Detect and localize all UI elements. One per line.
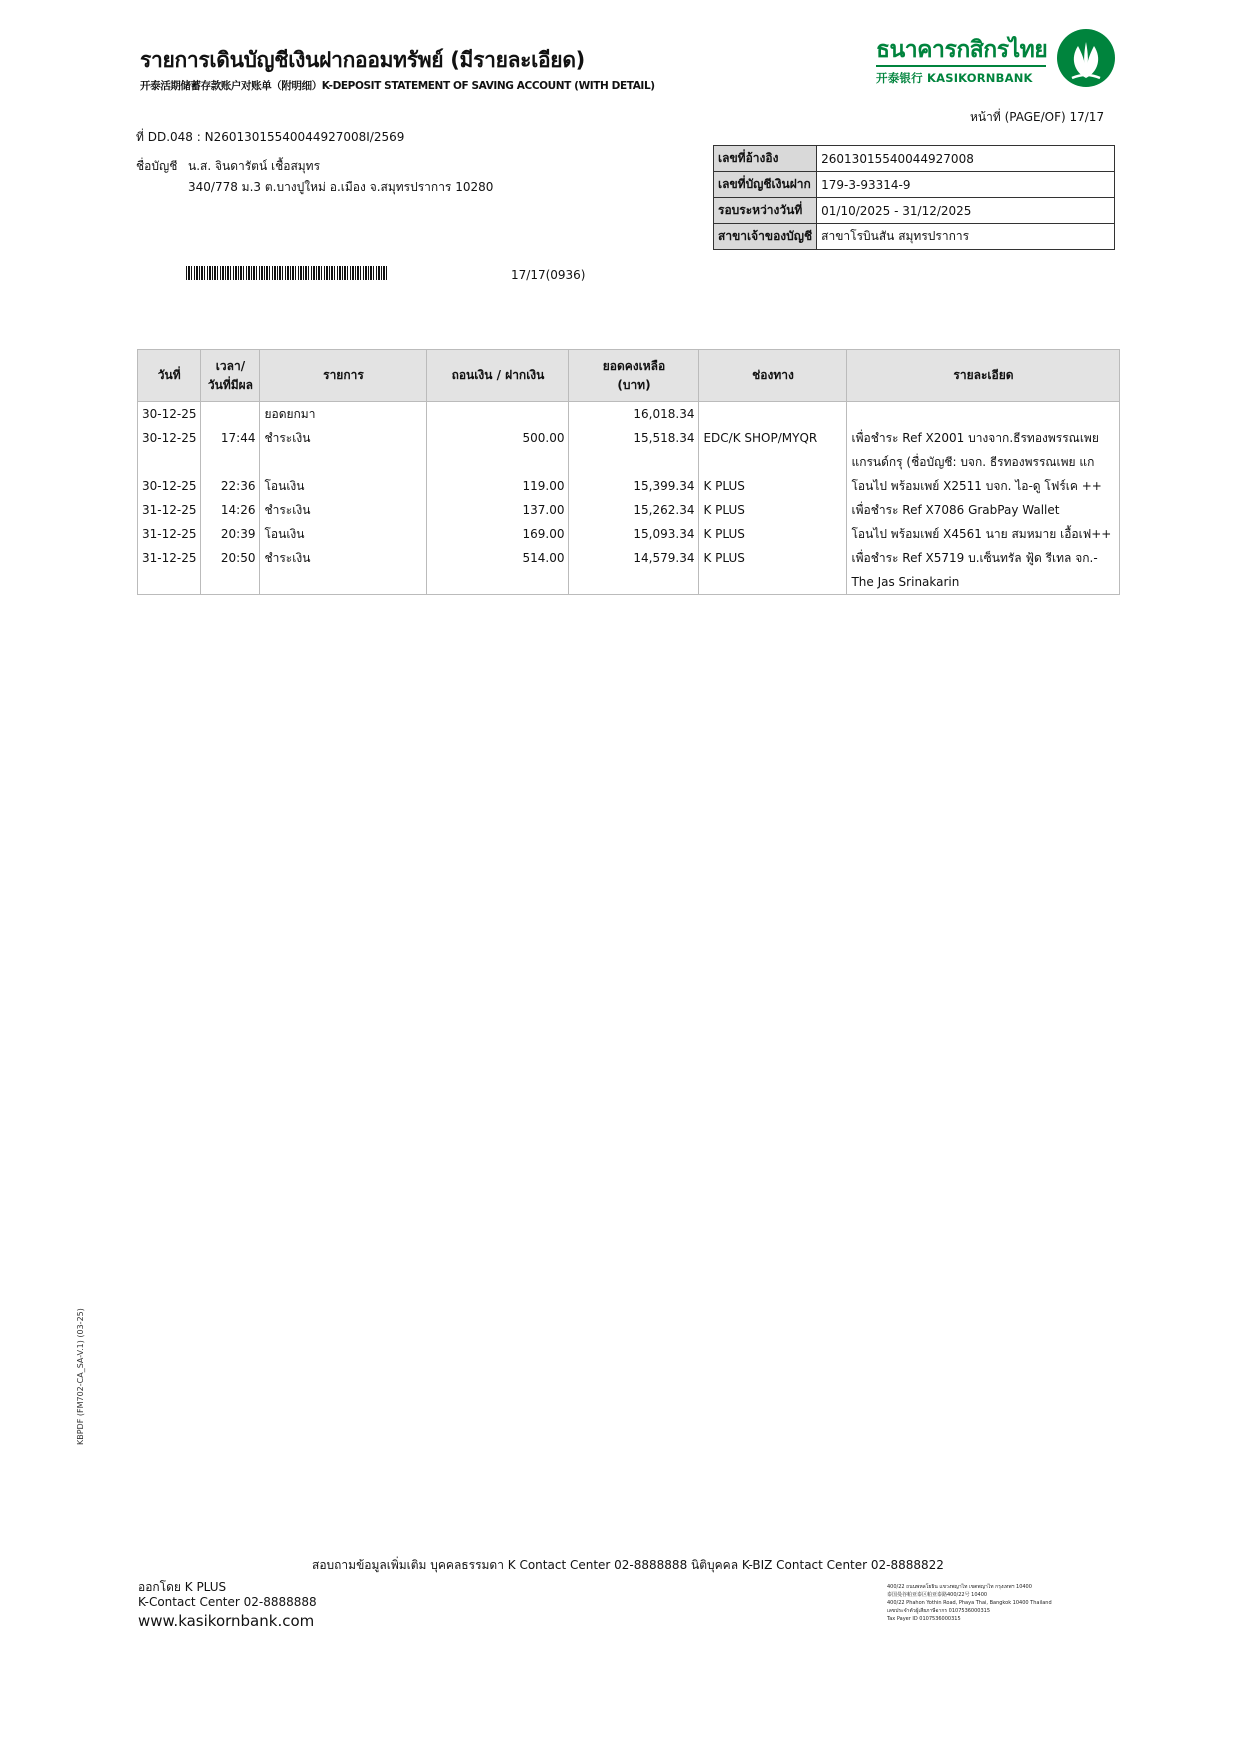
info-label: เลขที่บัญชีเงินฝาก xyxy=(714,172,817,198)
table-row xyxy=(138,450,1120,474)
fine-line: 400/22 Phahon Yothin Road, Phaya Thai, Bangkok 10400 Thailand xyxy=(887,1600,1052,1606)
cell-amount: 119.00 xyxy=(427,474,569,498)
cell-time: 20:39 xyxy=(201,522,260,546)
cell-description: ชำระเงิน xyxy=(260,546,427,570)
cell-amount xyxy=(427,570,569,595)
cell-date xyxy=(138,450,201,474)
cell-time: 14:26 xyxy=(201,498,260,522)
info-value: 01/10/2025 - 31/12/2025 xyxy=(817,198,1115,224)
info-row xyxy=(714,146,1115,172)
cell-description: โอนเงิน xyxy=(260,474,427,498)
header-balance-line1: ยอดคงเหลือ xyxy=(602,358,666,373)
cell-details: เพื่อชำระ Ref X5719 บ.เซ็นทรัล ฟู้ด รีเทล จก.- xyxy=(847,546,1120,570)
account-holder-name: น.ส. จินดารัตน์ เชื้อสมุทร xyxy=(188,159,321,173)
barcode xyxy=(186,266,388,280)
cell-channel: K PLUS xyxy=(699,522,847,546)
cell-details: The Jas Srinakarin xyxy=(847,570,1120,595)
info-row xyxy=(714,172,1115,198)
cell-date xyxy=(138,570,201,595)
cell-date: 31-12-25 xyxy=(138,546,201,570)
cell-balance: 15,262.34 xyxy=(569,498,699,522)
bank-name-th: ธนาคารกสิกรไทย xyxy=(876,37,1048,63)
logo-underline xyxy=(876,65,1046,67)
table-row xyxy=(138,522,1120,546)
table-row xyxy=(138,498,1120,522)
cell-balance: 16,018.34 xyxy=(569,402,699,427)
cell-amount xyxy=(427,402,569,427)
cell-time xyxy=(201,570,260,595)
table-row xyxy=(138,474,1120,498)
contact-info: สอบถามข้อมูลเพิ่มเติม บุคคลธรรมดา K Contact Center 02-8888888 นิติบุคคล K-BIZ Contact Center 02-8888822 xyxy=(312,1558,944,1572)
cell-channel xyxy=(699,570,847,595)
table-row xyxy=(138,570,1120,595)
k-contact-center: K-Contact Center 02-8888888 xyxy=(138,1595,317,1609)
cell-balance: 15,399.34 xyxy=(569,474,699,498)
account-address: 340/778 ม.3 ต.บางปูใหม่ อ.เมือง จ.สมุทรปราการ 10280 xyxy=(188,180,494,194)
cell-details xyxy=(847,402,1120,427)
info-value: 179-3-93314-9 xyxy=(817,172,1115,198)
fine-line: 400/22 ถนนพหลโยธิน แขวงพญาไท เขตพญาไท กรุงเทพฯ 10400 xyxy=(887,1584,1032,1590)
cell-description xyxy=(260,450,427,474)
cell-time: 20:50 xyxy=(201,546,260,570)
header-channel: ช่องทาง xyxy=(699,350,847,402)
cell-amount: 169.00 xyxy=(427,522,569,546)
cell-description: ยอดยกมา xyxy=(260,402,427,427)
cell-channel: K PLUS xyxy=(699,546,847,570)
cell-description: ชำระเงิน xyxy=(260,498,427,522)
cell-balance: 15,093.34 xyxy=(569,522,699,546)
cell-amount: 500.00 xyxy=(427,426,569,450)
header-balance-line2: (บาท) xyxy=(617,377,651,392)
header-time xyxy=(201,350,260,402)
info-label: สาขาเจ้าของบัญชี xyxy=(714,224,817,250)
cell-balance: 15,518.34 xyxy=(569,426,699,450)
page-number: หน้าที่ (PAGE/OF) 17/17 xyxy=(970,110,1105,124)
fine-line: เลขประจำตัวผู้เสียภาษีอากร 0107536000315 xyxy=(887,1608,991,1614)
cell-details: โอนไป พร้อมเพย์ X2511 บจก. ไอ-ดู โฟร์เค ++ xyxy=(847,474,1120,498)
table-row xyxy=(138,426,1120,450)
account-info-table xyxy=(713,145,1115,250)
info-row xyxy=(714,198,1115,224)
cell-balance xyxy=(569,450,699,474)
cell-amount: 137.00 xyxy=(427,498,569,522)
transaction-table xyxy=(137,349,1120,595)
cell-details: แกรนด์กรุ (ชื่อบัญชี: บจก. ธีรทองพรรณเพย แก xyxy=(847,450,1120,474)
table-header-row xyxy=(138,350,1120,402)
info-label: เลขที่อ้างอิง xyxy=(714,146,817,172)
cell-description: ชำระเงิน xyxy=(260,426,427,450)
cell-amount xyxy=(427,450,569,474)
bank-name-en: 开泰银行 KASIKORNBANK xyxy=(876,71,1033,85)
header-time-line1: เวลา/ xyxy=(215,358,246,373)
cell-balance xyxy=(569,570,699,595)
info-row xyxy=(714,224,1115,250)
issued-by-text: ออกโดย K PLUS xyxy=(138,1580,227,1594)
table-row xyxy=(138,546,1120,570)
header-time-line2: วันที่มีผล xyxy=(207,377,254,392)
cell-details: เพื่อชำระ Ref X2001 บางจาก.ธีรทองพรรณเพย xyxy=(847,426,1120,450)
cell-description xyxy=(260,570,427,595)
account-name-label: ชื่อบัญชี xyxy=(136,159,178,173)
cell-channel: EDC/K SHOP/MYQR xyxy=(699,426,847,450)
cell-date: 30-12-25 xyxy=(138,426,201,450)
bank-logo xyxy=(876,28,1116,94)
header-details: รายละเอียด xyxy=(847,350,1120,402)
cell-channel xyxy=(699,402,847,427)
info-label: รอบระหว่างวันที่ xyxy=(714,198,817,224)
form-code: KBPDF (FM702-CA_SA-V.1) (03-25) xyxy=(76,1308,85,1445)
header-amount: ถอนเงิน / ฝากเงิน xyxy=(427,350,569,402)
statement-title-en: 开泰活期储蓄存款账户对账单（附明细）K-DEPOSIT STATEMENT OF SAVING ACCOUNT (WITH DETAIL) xyxy=(140,80,655,92)
statement-title-th: รายการเดินบัญชีเงินฝากออมทรัพย์ (มีรายละเอียด) xyxy=(140,48,585,72)
cell-date: 30-12-25 xyxy=(138,402,201,427)
cell-date: 30-12-25 xyxy=(138,474,201,498)
cell-time xyxy=(201,450,260,474)
info-value: สาขาโรบินสัน สมุทรปราการ xyxy=(817,224,1115,250)
cell-balance: 14,579.34 xyxy=(569,546,699,570)
header-date: วันที่ xyxy=(138,350,201,402)
kasikorn-leaf-icon xyxy=(1056,28,1116,88)
info-value: 26013015540044927008 xyxy=(817,146,1115,172)
cell-description: โอนเงิน xyxy=(260,522,427,546)
issued-by xyxy=(138,1580,317,1610)
cell-time: 22:36 xyxy=(201,474,260,498)
cell-date: 31-12-25 xyxy=(138,522,201,546)
fine-line: Tax Payer ID 0107536000315 xyxy=(887,1616,961,1622)
document-number: ที่ DD.048 : N26013015540044927008I/2569 xyxy=(136,130,405,144)
cell-channel xyxy=(699,450,847,474)
cell-time xyxy=(201,402,260,427)
barcode-text: 17/17(0936) xyxy=(511,268,586,282)
cell-details: โอนไป พร้อมเพย์ X4561 นาย สมหมาย เอื้อเฟ++ xyxy=(847,522,1120,546)
cell-time: 17:44 xyxy=(201,426,260,450)
table-row xyxy=(138,402,1120,427)
website-link[interactable]: www.kasikornbank.com xyxy=(138,1612,315,1630)
cell-amount: 514.00 xyxy=(427,546,569,570)
header-description: รายการ xyxy=(260,350,427,402)
cell-channel: K PLUS xyxy=(699,474,847,498)
bank-address-fine-print xyxy=(887,1583,1052,1623)
header-balance xyxy=(569,350,699,402)
cell-channel: K PLUS xyxy=(699,498,847,522)
fine-line: 泰国曼谷帕亚泰区帕亚泰路400/22号 10400 xyxy=(887,1592,988,1598)
cell-date: 31-12-25 xyxy=(138,498,201,522)
cell-details: เพื่อชำระ Ref X7086 GrabPay Wallet xyxy=(847,498,1120,522)
